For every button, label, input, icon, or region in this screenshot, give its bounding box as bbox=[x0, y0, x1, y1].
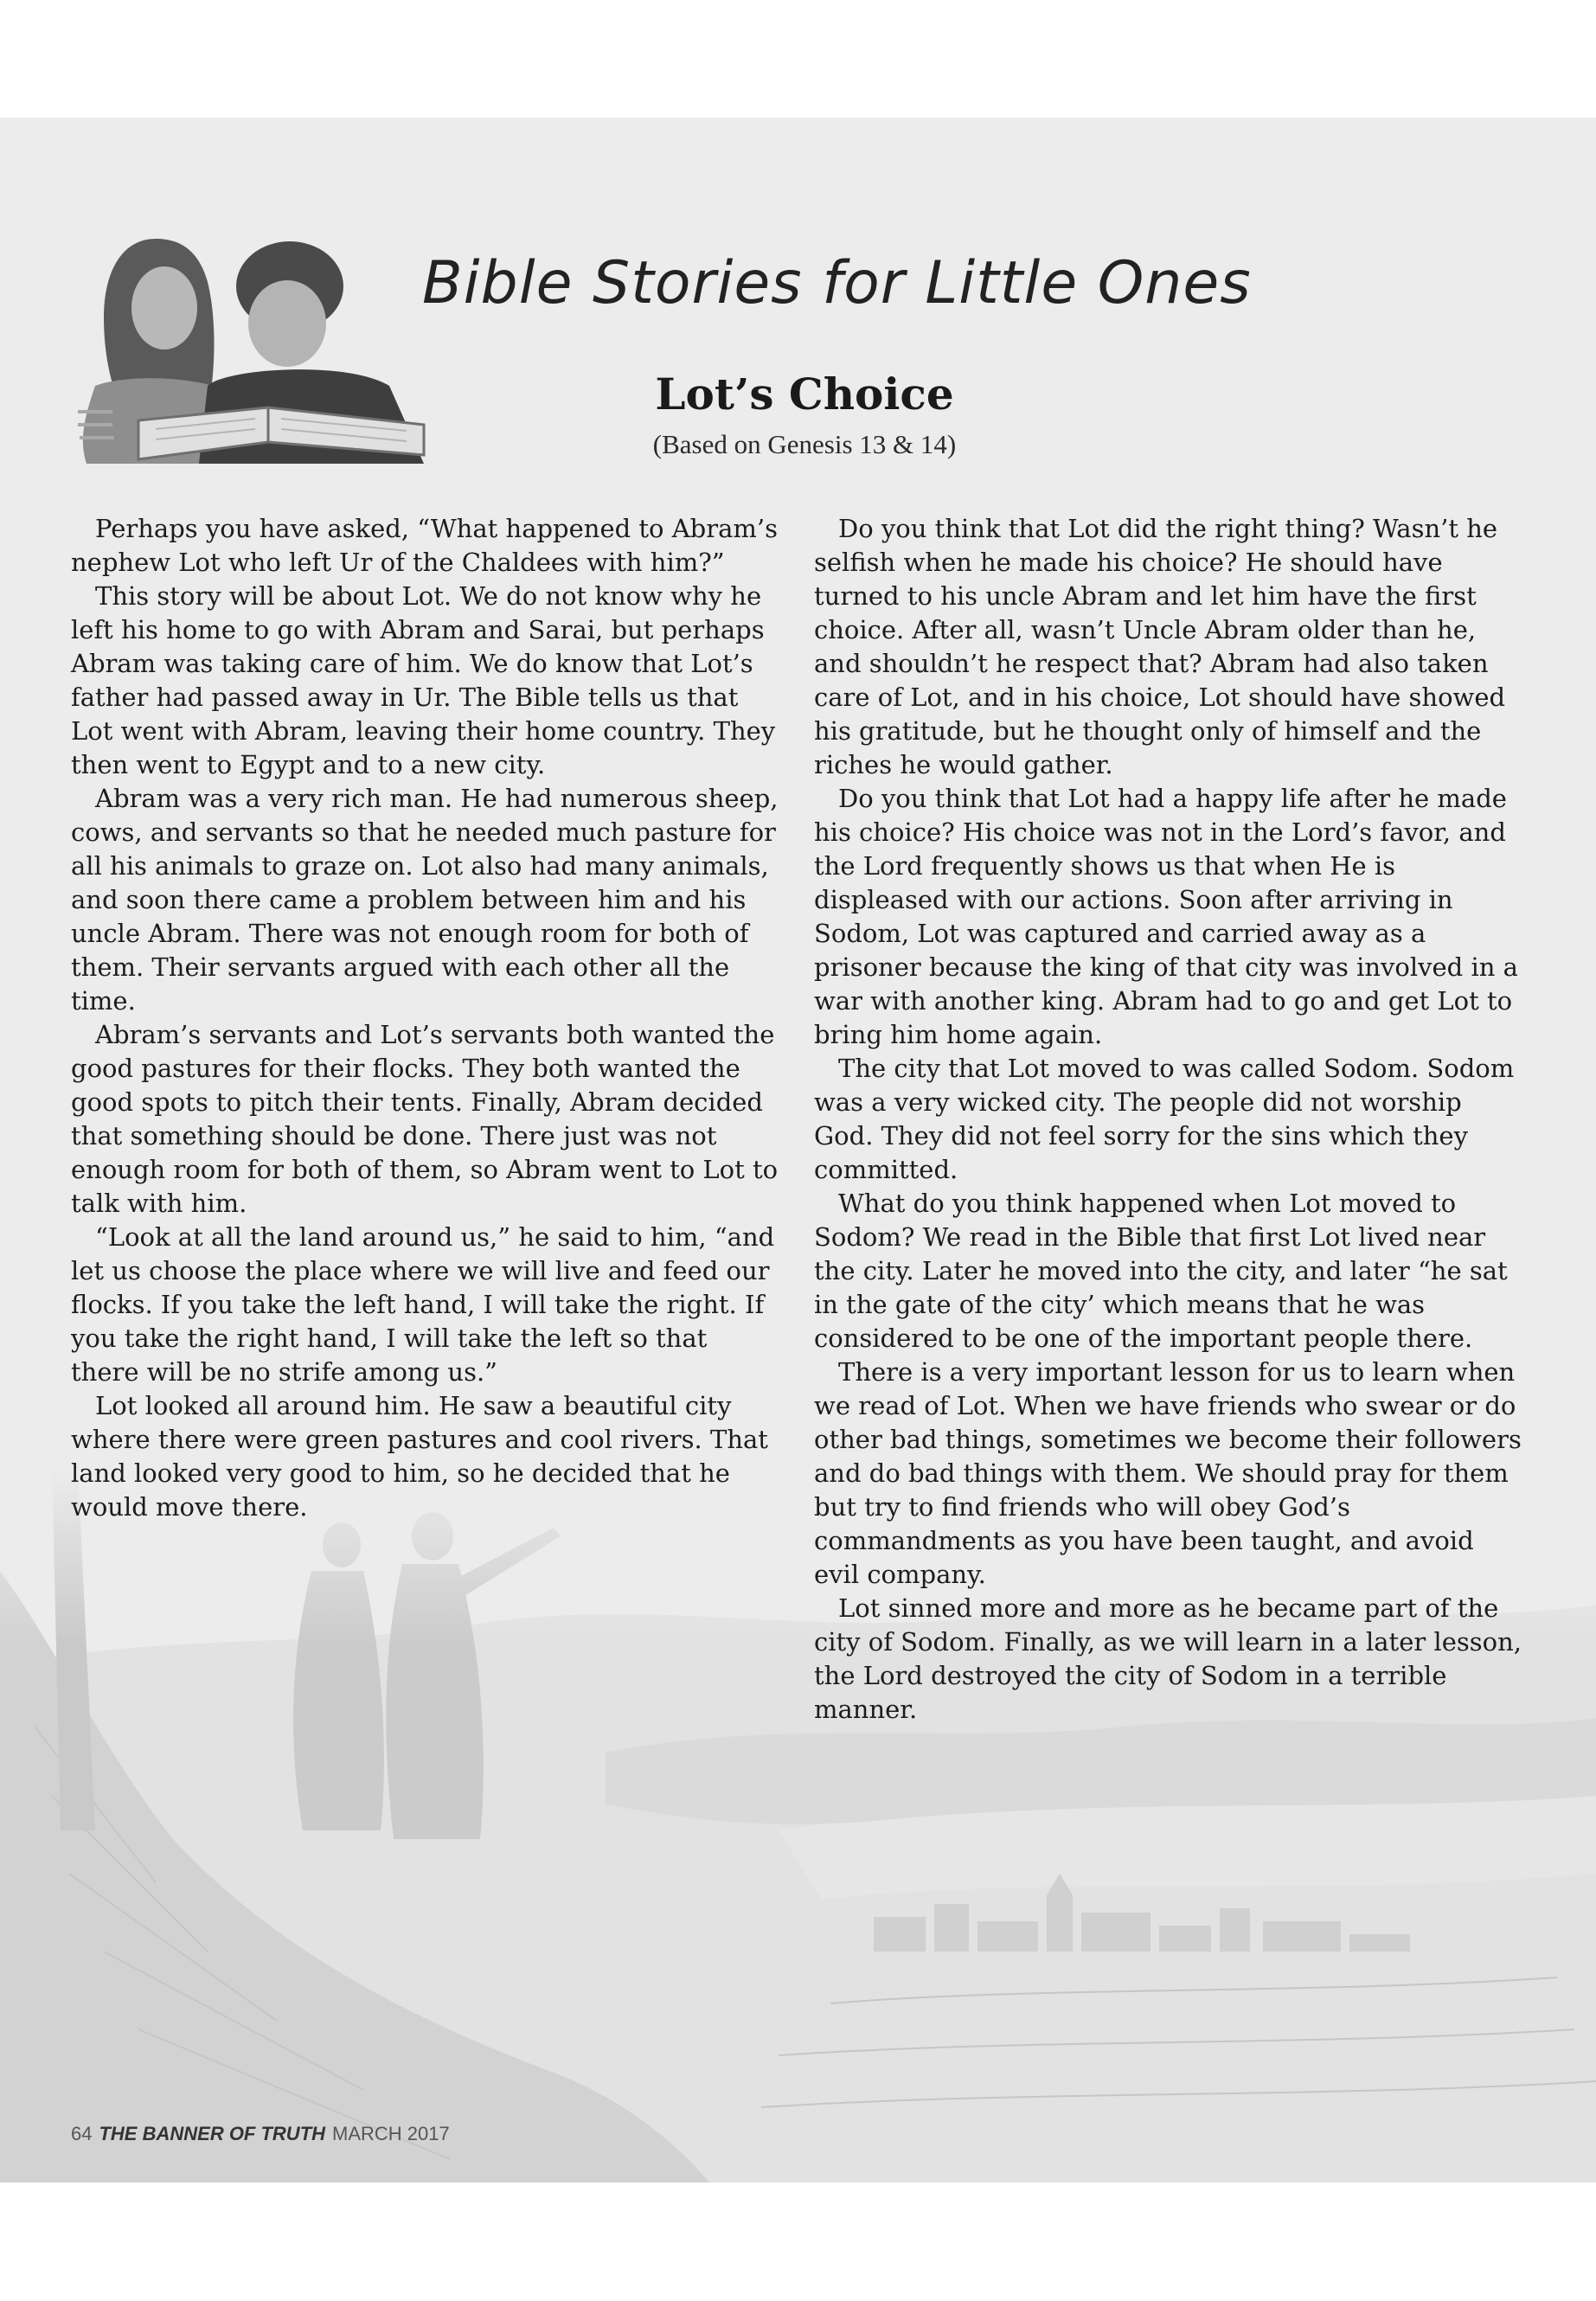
paragraph: “Look at all the land around us,” he said to him, “and let us choose the place where we will live and feed our flocks. If you take the left hand, I will take the right. If you take the right hand, I will take the left so that there will be no strife among us.” bbox=[71, 1222, 775, 1387]
paragraph: This story will be about Lot. We do not know why he left his home to go with Abram and Sarai, but perhaps Abram was taking care of him. We do know that Lot’s father had passed away in Ur. The Bible tells us that Lot went with Abram, leaving their home country. They then went to Egypt and to a new city. bbox=[71, 581, 776, 779]
children-reading-photo bbox=[61, 213, 441, 472]
paragraph: Do you think that Lot did the right thing? Wasn’t he selfish when he made his choice? He should have turned to his uncle Abram and let him have the first choice. After all, wasn’t Uncle Abram older than he, and shouldn’t he respect that? Abram had also taken care of Lot, and in his choice, Lot should have showed his gratitude, but he thought only of himself and the riches he would gather. bbox=[814, 514, 1506, 779]
paragraph: Do you think that Lot had a happy life after he made his choice? His choice was not in the Lord’s favor, and the Lord frequently shows us that when He is displeased with our actions. Soon after arriving in Sodom, Lot was captured and carried away as a prisoner because the king of that city was involved in a war with another king. Abram had to go and get Lot to bring him home again. bbox=[814, 784, 1518, 1049]
girl-face bbox=[131, 266, 197, 349]
text-column-left bbox=[71, 512, 779, 1524]
page-footer bbox=[71, 2123, 450, 2145]
paragraph: There is a very important lesson for us to learn when we read of Lot. When we have friends who swear or do other bad things, sometimes we become their followers and do bad things with them. We should pray for them but try to find friends who will obey God’s commandments as you have been taught, and avoid evil company. bbox=[814, 1357, 1522, 1589]
magazine-page bbox=[0, 118, 1596, 2182]
issue-date: MARCH 2017 bbox=[332, 2123, 450, 2144]
series-title: Bible Stories for Little Ones bbox=[422, 249, 1252, 317]
paragraph: Abram was a very rich man. He had numerous sheep, cows, and servants so that he needed much pasture for all his animals to graze on. Lot also had many animals, and soon there came a problem between him and his uncle Abram. There was not enough room for both of them. Their servants argued with each other all the time. bbox=[71, 784, 779, 1016]
paragraph: What do you think happened when Lot moved to Sodom? We read in the Bible that first Lot lived near the city. Later he moved into the city, and later “he sat in the gate of the city’ which means that he was considered to be one of the important people there. bbox=[814, 1189, 1508, 1353]
paragraph: The city that Lot moved to was called Sodom. Sodom was a very wicked city. The people did not worship God. They did not feel sorry for the sins which they committed. bbox=[814, 1054, 1515, 1184]
magazine-name: THE BANNER OF TRUTH bbox=[99, 2123, 326, 2144]
boy-face bbox=[248, 280, 326, 367]
page-number: 64 bbox=[71, 2123, 93, 2144]
paragraph: Lot looked all around him. He saw a beautiful city where there were green pastures and cool rivers. That land looked very good to him, so he decided that he would move there. bbox=[71, 1391, 768, 1522]
paragraph: Abram’s servants and Lot’s servants both wanted the good pastures for their flocks. They both wanted the good spots to pitch their tents. Finally, Abram decided that something should be done. There just was not enough room for both of them, so Abram went to Lot to talk with him. bbox=[71, 1020, 779, 1218]
paragraph: Perhaps you have asked, “What happened to Abram’s nephew Lot who left Ur of the Chaldees with him?” bbox=[71, 514, 778, 577]
story-subtitle: (Based on Genesis 13 & 14) bbox=[652, 429, 957, 459]
paragraph: Lot sinned more and more as he became part of the city of Sodom. Finally, as we will learn in a later lesson, the Lord destroyed the city of Sodom in a terrible manner. bbox=[814, 1593, 1522, 1724]
text-column-right bbox=[814, 512, 1522, 1727]
story-title: Lot’s Choice bbox=[655, 369, 954, 420]
